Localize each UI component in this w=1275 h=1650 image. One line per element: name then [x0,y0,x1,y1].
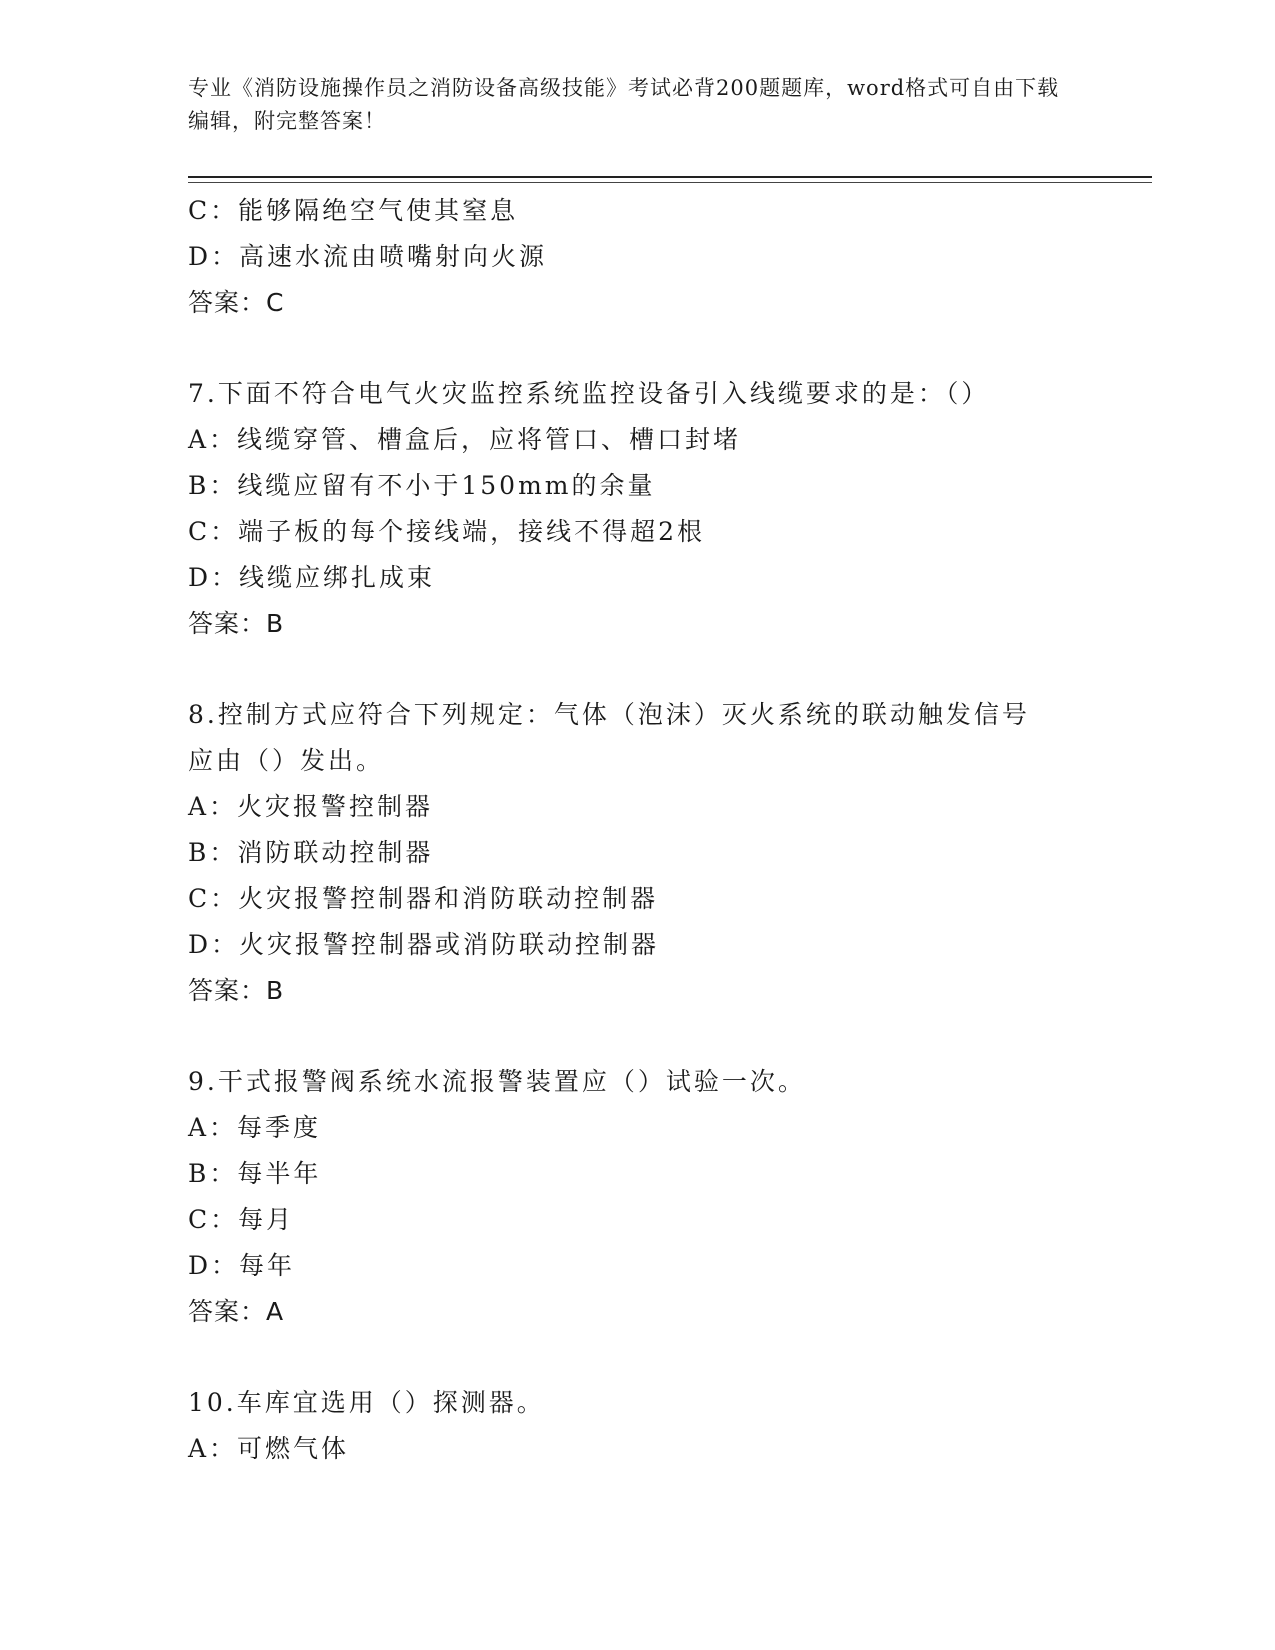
option-b: B：每半年 [188,1159,322,1188]
question-7 [188,371,1088,647]
option-b: B：消防联动控制器 [188,838,434,867]
question-10 [188,1380,1088,1472]
option-c: C：每月 [188,1205,295,1234]
option-a: A：每季度 [188,1113,322,1142]
header-divider-thin [188,182,1152,183]
option-c: C：能够隔绝空气使其窒息 [188,196,519,225]
page-header: 专业《消防设施操作员之消防设备高级技能》考试必背200题题库，word格式可自由下载编辑，附完整答案！ [188,76,1060,133]
question-text: 10.车库宜选用（）探测器。 [188,1388,545,1417]
question-carryover [188,188,1088,326]
answer-line: 答案：A [188,1297,285,1326]
option-d: D：线缆应绑扎成束 [188,563,436,592]
question-text-line-2: 应由（）发出。 [188,746,385,775]
header-divider-thick [188,176,1152,178]
answer-line: 答案：C [188,288,285,317]
answer-line: 答案：B [188,609,285,638]
option-d: D：高速水流由喷嘴射向火源 [188,242,548,271]
question-text: 7.下面不符合电气火灾监控系统监控设备引入线缆要求的是：（） [188,379,990,408]
option-b: B：线缆应留有不小于150mm的余量 [188,471,656,500]
option-c: C：火灾报警控制器和消防联动控制器 [188,884,659,913]
question-text-line-1: 8.控制方式应符合下列规定：气体（泡沫）灭火系统的联动触发信号 [188,700,1030,729]
question-text: 9.干式报警阀系统水流报警装置应（）试验一次。 [188,1067,806,1096]
option-a: A：火灾报警控制器 [188,792,434,821]
option-d: D：火灾报警控制器或消防联动控制器 [188,930,660,959]
question-list [188,188,1088,1472]
option-a: A：可燃气体 [188,1434,350,1463]
question-9 [188,1059,1088,1335]
option-c: C：端子板的每个接线端，接线不得超2根 [188,517,706,546]
answer-line: 答案：B [188,976,285,1005]
option-d: D：每年 [188,1251,296,1280]
option-a: A：线缆穿管、槽盒后，应将管口、槽口封堵 [188,425,742,454]
question-8 [188,692,1088,1014]
